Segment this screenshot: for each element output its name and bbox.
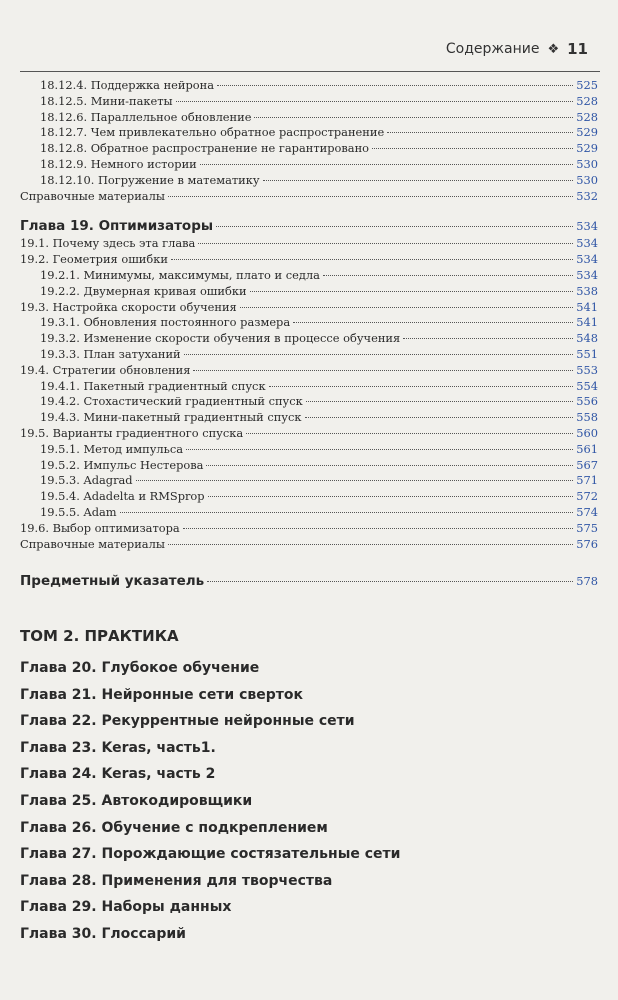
toc-page: 548	[576, 331, 598, 346]
toc-entry-title: 19.5.1. Метод импульса	[40, 441, 184, 456]
dot-leader	[403, 338, 573, 339]
toc-entry-title: 19.5.5. Adam	[40, 504, 117, 519]
toc-entry[interactable]	[20, 458, 598, 474]
dot-leader	[120, 512, 574, 513]
diamond-ornament-icon: ❖	[547, 41, 560, 57]
page-number: 11	[567, 40, 588, 58]
toc-page: 571	[576, 473, 598, 488]
dot-leader	[216, 226, 573, 227]
dot-leader	[240, 307, 574, 308]
dot-leader	[217, 85, 573, 86]
dot-leader	[136, 480, 574, 481]
toc-entry-title: 19.3.2. Изменение скорости обучения в процессе обучения	[40, 331, 401, 346]
toc-entry-title: Справочные материалы	[20, 536, 165, 551]
toc-entry[interactable]	[20, 379, 598, 395]
toc-entry[interactable]	[20, 426, 598, 442]
volume-2-chapter[interactable]: Глава 27. Порождающие состязательные сети	[20, 846, 401, 863]
toc-entry-title: 19.4.3. Мини-пакетный градиентный спуск	[40, 410, 302, 425]
volume-2-chapter[interactable]: Глава 24. Keras, часть 2	[20, 766, 216, 783]
toc-entry-title: 19.3.1. Обновления постоянного размера	[40, 315, 291, 330]
volume-2-chapter[interactable]: Глава 26. Обучение с подкреплением	[20, 819, 328, 836]
volume-2-chapter[interactable]: Глава 20. Глубокое обучение	[20, 660, 260, 676]
toc-entry-title: 19.1. Почему здесь эта глава	[20, 236, 196, 251]
toc-index-title: Предметный указатель	[20, 573, 205, 590]
volume-2-chapter[interactable]: Глава 22. Рекуррентные нейронные сети	[20, 713, 355, 730]
dot-leader	[305, 417, 574, 418]
toc-page: 529	[576, 141, 598, 156]
dot-leader	[176, 101, 574, 102]
toc-page: 532	[576, 188, 598, 203]
toc-entry[interactable]	[20, 284, 598, 300]
toc-page: 541	[576, 315, 598, 330]
toc-page: 530	[576, 172, 598, 187]
dot-leader	[200, 164, 573, 165]
toc-entry-title: 19.5.3. Adagrad	[40, 473, 133, 488]
toc-entry[interactable]	[20, 125, 598, 141]
toc-page: 575	[576, 520, 598, 535]
toc-entry-title: 19.2.2. Двумерная кривая ошибки	[40, 283, 247, 298]
toc-entry[interactable]	[20, 252, 598, 268]
toc-page: 530	[576, 156, 598, 171]
volume-2-chapter[interactable]: Глава 21. Нейронные сети сверток	[20, 686, 304, 703]
dot-leader	[250, 291, 574, 292]
toc-entry[interactable]	[20, 537, 598, 553]
toc-entry[interactable]	[20, 236, 598, 252]
toc-page: 528	[576, 109, 598, 124]
toc-page: 534	[576, 236, 598, 251]
dot-leader	[246, 433, 573, 434]
volume-2-chapter[interactable]: Глава 29. Наборы данных	[20, 899, 232, 916]
toc-entry[interactable]	[20, 110, 598, 126]
dot-leader	[198, 243, 573, 244]
toc-entry-title: 18.12.9. Немного истории	[40, 156, 197, 171]
toc-page: 553	[576, 362, 598, 377]
dot-leader	[207, 581, 573, 582]
section-title: Содержание	[445, 41, 540, 57]
toc-page: 578	[576, 574, 598, 589]
toc-page: 534	[576, 252, 598, 267]
table-of-contents	[20, 78, 598, 591]
toc-page: 538	[576, 283, 598, 298]
toc-page: 534	[576, 267, 598, 282]
dot-leader	[263, 180, 574, 181]
toc-entry-title: 18.12.5. Мини-пакеты	[40, 93, 173, 108]
toc-chapter-title: Глава 19. Оптимизаторы	[20, 218, 214, 235]
toc-entry-title: Справочные материалы	[20, 188, 165, 203]
toc-index[interactable]	[20, 571, 598, 591]
dot-leader	[254, 117, 573, 118]
toc-entry[interactable]	[20, 268, 598, 284]
toc-page: 556	[576, 394, 598, 409]
toc-chapter-19[interactable]	[20, 216, 598, 236]
dot-leader	[387, 132, 573, 133]
toc-entry-title: 19.6. Выбор оптимизатора	[20, 520, 180, 535]
toc-page: 551	[576, 346, 598, 361]
toc-page: 558	[576, 410, 598, 425]
toc-entry[interactable]	[20, 157, 598, 173]
toc-entry-title: 19.2. Геометрия ошибки	[20, 252, 168, 267]
toc-page: 574	[576, 504, 598, 519]
toc-entry[interactable]	[20, 78, 598, 94]
toc-entry-title: 19.5.4. Adadelta и RMSprop	[40, 489, 205, 504]
volume-2-chapter[interactable]: Глава 25. Автокодировщики	[20, 792, 253, 809]
toc-entry[interactable]	[20, 300, 598, 316]
toc-page: 576	[576, 536, 598, 551]
toc-page: 529	[576, 125, 598, 140]
dot-leader	[168, 544, 573, 545]
volume-title: ТОМ 2. ПРАКТИКА	[20, 627, 179, 645]
dot-leader	[193, 370, 573, 371]
toc-entry-title: 18.12.7. Чем привлекательно обратное распространение	[40, 125, 385, 140]
toc-page: 561	[576, 441, 598, 456]
volume-2-chapter[interactable]: Глава 28. Применения для творчества	[20, 872, 333, 889]
toc-entry-title: 18.12.10. Погружение в математику	[40, 172, 260, 187]
toc-entry[interactable]	[20, 94, 598, 110]
dot-leader	[208, 496, 574, 497]
dot-leader	[168, 196, 573, 197]
toc-entry-title: 19.4.1. Пакетный градиентный спуск	[40, 378, 266, 393]
toc-section-18-end	[20, 78, 598, 204]
toc-entry-title: 19.4.2. Стохастический градиентный спуск	[40, 394, 303, 409]
dot-leader	[306, 401, 574, 402]
toc-entry-title: 19.5. Варианты градиентного спуска	[20, 425, 244, 440]
toc-page: 534	[576, 219, 598, 234]
toc-entry-title: 19.3.3. План затуханий	[40, 346, 181, 361]
toc-section-19	[20, 236, 598, 552]
volume-2-chapter[interactable]: Глава 23. Keras, часть1.	[20, 739, 216, 756]
volume-2-chapter[interactable]: Глава 30. Глоссарий	[20, 925, 186, 942]
toc-page: 541	[576, 299, 598, 314]
toc-entry-title: 19.2.1. Минимумы, максимумы, плато и седла	[40, 267, 320, 282]
toc-entry-title: 18.12.4. Поддержка нейрона	[40, 78, 215, 92]
dot-leader	[171, 259, 573, 260]
dot-leader	[186, 449, 573, 450]
dot-leader	[323, 275, 573, 276]
toc-page: 528	[576, 93, 598, 108]
toc-entry[interactable]	[20, 394, 598, 410]
header-rule	[20, 71, 600, 72]
toc-entry[interactable]	[20, 315, 598, 331]
toc-page: 560	[576, 425, 598, 440]
page-header	[446, 40, 588, 58]
volume-2-chapters	[20, 658, 400, 951]
toc-entry[interactable]	[20, 331, 598, 347]
toc-entry[interactable]	[20, 363, 598, 379]
dot-leader	[206, 465, 573, 466]
toc-page: 554	[576, 378, 598, 393]
toc-entry[interactable]	[20, 141, 598, 157]
dot-leader	[183, 528, 574, 529]
toc-entry[interactable]	[20, 442, 598, 458]
toc-entry-title: 19.5.2. Импульс Нестерова	[40, 457, 204, 472]
toc-page: 572	[576, 489, 598, 504]
toc-page: 525	[576, 78, 598, 92]
toc-entry[interactable]	[20, 410, 598, 426]
toc-entry[interactable]	[20, 505, 598, 521]
dot-leader	[372, 148, 573, 149]
toc-entry[interactable]	[20, 473, 598, 489]
toc-entry-title: 18.12.6. Параллельное обновление	[40, 109, 252, 124]
toc-entry-title: 19.4. Стратегии обновления	[20, 362, 191, 377]
toc-page: 567	[576, 457, 598, 472]
dot-leader	[184, 354, 574, 355]
toc-entry[interactable]	[20, 347, 598, 363]
toc-entry-title: 18.12.8. Обратное распространение не гарантировано	[40, 141, 370, 156]
toc-entry[interactable]	[20, 189, 598, 205]
toc-entry-title: 19.3. Настройка скорости обучения	[20, 299, 237, 314]
toc-entry[interactable]	[20, 521, 598, 537]
toc-entry[interactable]	[20, 173, 598, 189]
dot-leader	[269, 386, 574, 387]
toc-entry[interactable]	[20, 489, 598, 505]
dot-leader	[293, 322, 573, 323]
